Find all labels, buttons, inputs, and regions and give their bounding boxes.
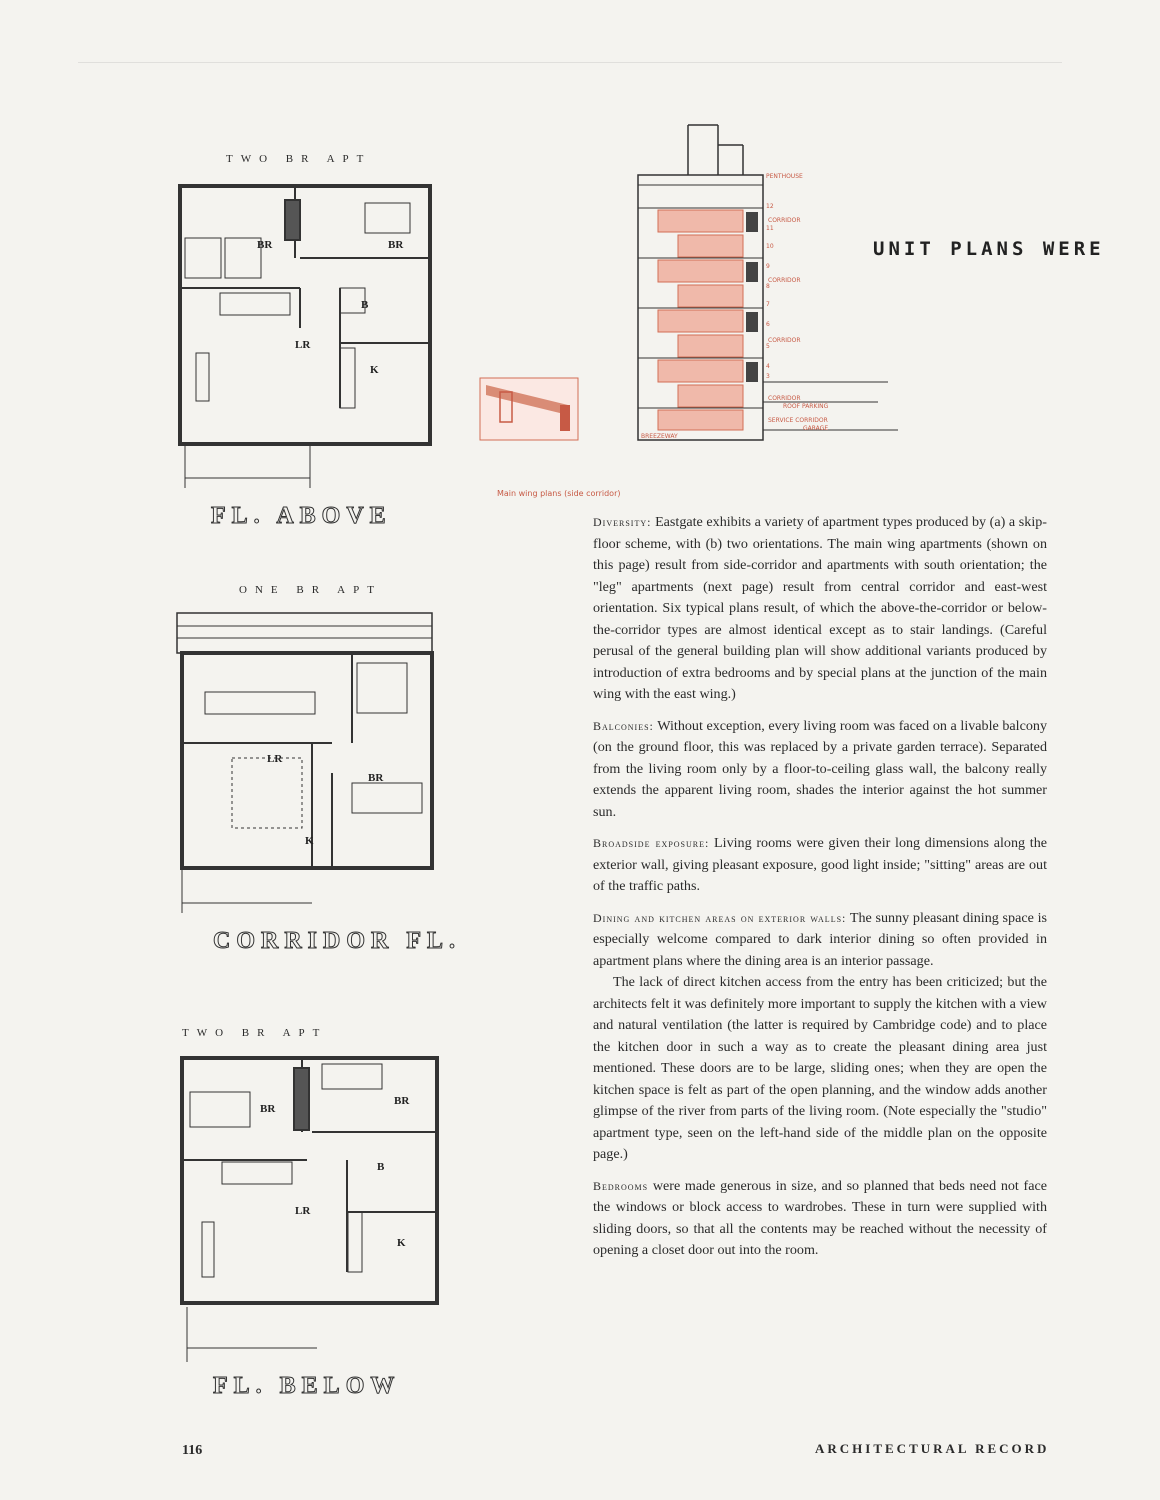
paragraph-diversity: Diversity: Eastgate exhibits a variety of apartment types produced by (a) a skip-floor scheme, with (b) two orientations. The main wing apartments (shown on this page) result from side-corridor and apartments with south orientation; the "leg" apartments (next page) result from central corridor and east-west orientation. Six typical plans result, of which the above-the-corridor or below-the-corridor types are almost identical except as to stair landings. (Careful perusal of the general building plan will show additional variants produced by introduction of extra bedrooms and by special plans at the junction of the main wing with the east wing.) xyxy=(593,514,1047,702)
page-number: 116 xyxy=(182,1443,203,1458)
svg-text:CORRIDOR: CORRIDOR xyxy=(768,337,801,344)
svg-text:B: B xyxy=(377,1161,385,1173)
svg-text:CORRIDOR: CORRIDOR xyxy=(768,217,801,224)
svg-text:CORRIDOR: CORRIDOR xyxy=(768,277,801,284)
floor-label-below: FL. BELOW xyxy=(213,1373,401,1399)
article-body xyxy=(593,512,1047,1272)
magazine-name: ARCHITECTURAL RECORD xyxy=(815,1441,1050,1456)
svg-text:ROOF PARKING: ROOF PARKING xyxy=(783,403,829,410)
svg-text:4: 4 xyxy=(766,363,770,370)
floor-plan-one-br-corridor xyxy=(172,608,442,918)
floor-plan-two-br-above xyxy=(170,178,440,498)
floor-plan-two-br-below xyxy=(172,1052,442,1372)
svg-text:SERVICE CORRIDOR: SERVICE CORRIDOR xyxy=(768,417,828,424)
plan-title-one-br: ONE BR APT xyxy=(239,584,382,596)
svg-text:LR: LR xyxy=(295,1205,311,1217)
svg-text:K: K xyxy=(397,1237,406,1249)
paragraph-dining: Dining and kitchen areas on exterior walls: The sunny pleasant dining space is especially welcome compared to dark interior dining so often provided in apartment plans where the dining area is an interior passage. xyxy=(593,909,1047,969)
paragraph-balconies: Balconies: Without exception, every living room was faced on a livable balcony (on the ground floor, this was replaced by a private garden terrace). Separated from the living room only by a floor-to-ceiling glass wall, the balcony really extends the apparent living room, shades the interior against the hot summer sun. xyxy=(593,717,1047,820)
svg-text:BR: BR xyxy=(368,772,384,784)
plan-title-two-br-below: TWO BR APT xyxy=(182,1027,328,1039)
svg-text:B: B xyxy=(361,299,369,311)
svg-text:8: 8 xyxy=(766,283,770,290)
svg-text:10: 10 xyxy=(766,243,774,250)
paragraph-broadside: Broadside exposure: Living rooms were given their long dimensions along the exterior wall, giving pleasant exposure, good light inside; "sitting" areas are out of the traffic paths. xyxy=(593,835,1047,894)
svg-text:12: 12 xyxy=(766,203,774,210)
top-rule xyxy=(78,62,1062,63)
svg-text:5: 5 xyxy=(766,343,770,350)
svg-text:6: 6 xyxy=(766,321,770,328)
paragraph-kitchen: The lack of direct kitchen access from the entry has been criticized; but the architects felt it was definitely more important to supply the kitchen with a view and natural ventilation (the latter is required by Cambridge code) and to place the kitchen door in such a way as to create the pleasant dining area just mentioned. These doors are to be large, sliding ones; when they are open the kitchen space is felt as part of the open planning, and the window adds another glimpse of the river from parts of the living room. (Note especially the "studio" apartment type, seen on the left-hand side of the middle plan on the opposite page.) xyxy=(593,974,1047,1162)
svg-text:LR: LR xyxy=(267,753,283,765)
svg-text:9: 9 xyxy=(766,263,770,270)
svg-text:K: K xyxy=(305,835,314,847)
floor-label-corridor: CORRIDOR FL. xyxy=(213,928,462,954)
building-section-diagram xyxy=(478,120,898,465)
floor-label-above: FL. ABOVE xyxy=(211,503,392,529)
svg-text:CORRIDOR: CORRIDOR xyxy=(768,395,801,402)
paragraph-bedrooms: Bedrooms were made generous in size, and so planned that beds need not face the windows or block access to wardrobes. These in turn were supplied with sliding doors, so that all the contents may be reached without the necessity of opening a closet door out into the room. xyxy=(593,1177,1047,1258)
svg-text:11: 11 xyxy=(766,225,774,232)
svg-text:BR: BR xyxy=(388,239,404,251)
svg-text:BREEZEWAY: BREEZEWAY xyxy=(641,433,678,440)
svg-text:BR: BR xyxy=(394,1095,410,1107)
svg-text:BR: BR xyxy=(260,1103,276,1115)
svg-text:7: 7 xyxy=(766,301,770,308)
plan-title-two-br-above: TWO BR APT xyxy=(226,153,372,165)
svg-text:K: K xyxy=(370,364,379,376)
svg-text:BR: BR xyxy=(257,239,273,251)
section-caption: Main wing plans (side corridor) xyxy=(497,489,621,498)
svg-text:3: 3 xyxy=(766,373,770,380)
svg-text:GARAGE: GARAGE xyxy=(803,425,829,432)
headline: UNIT PLANS WERE xyxy=(873,238,1105,260)
svg-text:LR: LR xyxy=(295,339,311,351)
svg-text:PENTHOUSE: PENTHOUSE xyxy=(766,173,803,180)
